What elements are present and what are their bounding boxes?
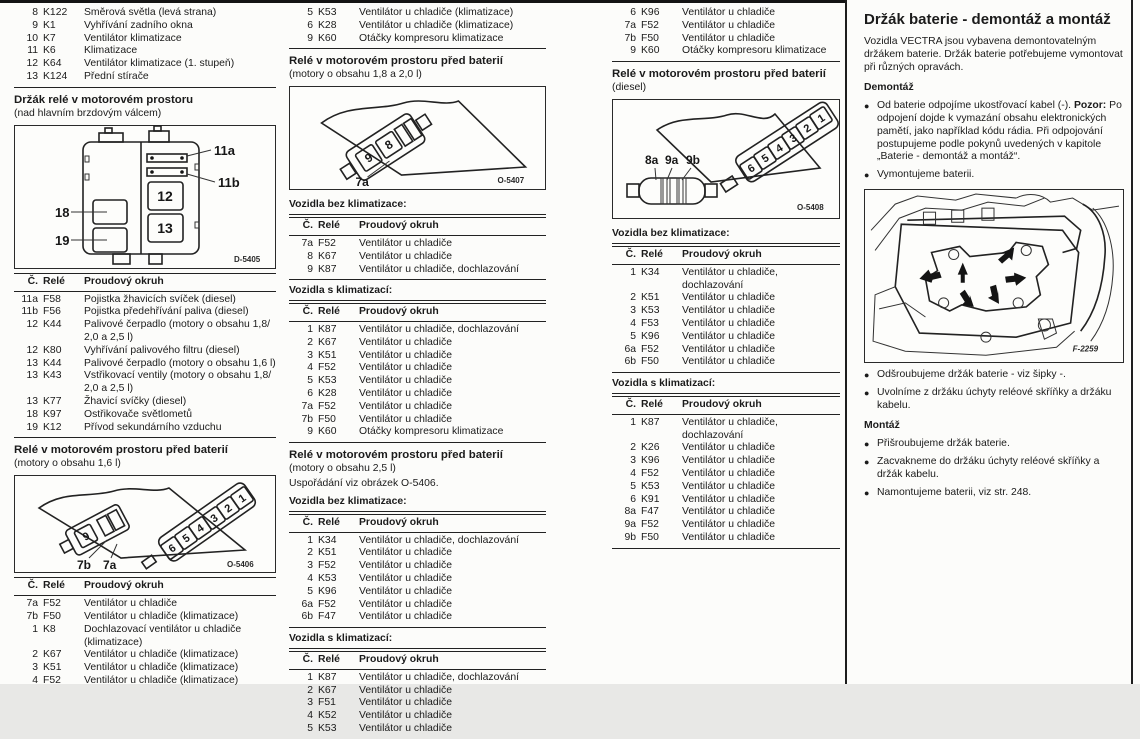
table-row: 9 K87 Ventilátor u chladiče, dochlazování	[307, 263, 520, 275]
table-row: 1 K34 Ventilátor u chladiče, dochlazování	[307, 534, 520, 546]
table-row: 2 K67 Ventilátor u chladiče	[307, 336, 452, 348]
table-row: 7b F50 Ventilátor u chladiče (klimatizace)	[26, 610, 239, 622]
section-heading: Relé v motorovém prostoru před baterií (diesel)	[612, 68, 826, 94]
variant-label: Vozidla bez klimatizace:	[612, 223, 840, 244]
bullet-text: Uvolníme z držáku úchyty reléové skříňky a držáku kabelu.	[877, 386, 1112, 411]
bullet-item	[864, 100, 1124, 164]
removal-heading: Demontáž	[864, 82, 914, 94]
table-25-no-ac	[289, 533, 546, 629]
table-row: 6a F52 Ventilátor u chladiče	[301, 598, 452, 610]
table-row: 7b F50 Ventilátor u chladiče	[624, 32, 775, 44]
relay-strip-diagram-1820	[289, 86, 546, 190]
article-title: Držák baterie - demontáž a montáž	[864, 11, 1111, 28]
table-row: 18 K97 Ostřikovače světlometů	[26, 408, 192, 420]
bullet-marker: ●	[864, 369, 870, 380]
bullet-marker: ●	[864, 387, 870, 398]
table-row: 2 K51 Ventilátor u chladiče	[307, 547, 452, 559]
bullet-item	[864, 438, 1124, 451]
layout-reference-note: Uspořádání viz obrázek O-5406.	[289, 478, 439, 490]
relay-table-16l	[14, 596, 276, 691]
svg-text:2: 2	[801, 122, 814, 136]
variant-label: Vozidla bez klimatizace:	[289, 194, 546, 215]
bullet-item	[864, 369, 1124, 382]
table-row: 6b F50 Ventilátor u chladiče	[624, 356, 775, 368]
section-heading: Relé v motorovém prostoru před baterií (motory o obsahu 1,6 l)	[14, 444, 228, 470]
table-row: 9b F50 Ventilátor u chladiče	[624, 531, 775, 543]
diagram-code: O-5408	[797, 203, 824, 213]
diagram-label-11b: 11b	[218, 174, 240, 190]
table-row: 6a F52 Ventilátor u chladiče	[624, 343, 775, 355]
table-row: 7a F52 Ventilátor u chladiče	[301, 237, 452, 249]
column-1	[14, 7, 276, 691]
table-row: 3 K53 Ventilátor u chladiče	[630, 305, 775, 317]
svg-text:3: 3	[787, 132, 800, 146]
diagram-label-13: 13	[157, 219, 173, 236]
column-divider-rule	[845, 0, 847, 684]
svg-text:5: 5	[180, 532, 193, 546]
table-row: 7a F52 Ventilátor u chladiče	[26, 598, 177, 610]
table-header: Č. Relé Proudový okruh	[289, 217, 546, 236]
diagram-label-11a: 11a	[214, 142, 235, 158]
table-row: 6 K28 Ventilátor u chladiče (klimatizace)	[307, 19, 514, 31]
battery-tray-illustration	[864, 189, 1124, 363]
bullet-text: Namontujeme baterii, viz str. 248.	[877, 486, 1032, 498]
table-diesel-ac	[612, 415, 840, 549]
variant-label: Vozidla bez klimatizace:	[289, 491, 546, 512]
column-2	[289, 7, 546, 739]
page-top-rule	[0, 0, 846, 3]
table-header: Č. Relé Proudový okruh	[289, 303, 546, 322]
svg-text:9: 9	[80, 530, 92, 544]
table-row: 7a F52 Ventilátor u chladiče	[301, 400, 452, 412]
table-row: 11b F56 Pojistka předehřívání paliva (diesel)	[21, 306, 249, 318]
table-row: 5 K53 Ventilátor u chladiče	[307, 722, 452, 734]
table-row: 9 K60 Otáčky kompresoru klimatizace	[630, 45, 827, 57]
table-25-ac	[289, 670, 546, 739]
table-row: 9 K60 Otáčky kompresoru klimatizace	[307, 426, 504, 438]
column-3	[612, 7, 840, 549]
bullet-marker: ●	[864, 170, 870, 181]
diagram-code: O-5406	[227, 560, 254, 570]
variant-label: Vozidla s klimatizací:	[612, 373, 840, 394]
svg-text:6: 6	[745, 162, 758, 176]
diagram-label-18: 18	[55, 204, 70, 220]
table-row: 5 K53 Ventilátor u chladiče (klimatizace)	[307, 7, 514, 18]
table-row: 1 K87 Ventilátor u chladiče, dochlazování	[307, 671, 520, 683]
table-1820-no-ac	[289, 236, 546, 280]
table-row: 4 F53 Ventilátor u chladiče	[630, 317, 775, 329]
table-row: 8 K67 Ventilátor u chladiče	[307, 250, 452, 262]
bullet-text: Od baterie odpojíme ukostřovací kabel (-). Pozor: Po odpojení dojde k vymazání obsahu elektronických pamětí, jako například kódu rádia. Při odpojování postupujeme podle pokynů uvedených v kapitole „Baterie - demontáž a montáž“.	[877, 100, 1122, 163]
bullet-text: Vymontujeme baterii.	[877, 169, 975, 181]
table-row: 1 K87 Ventilátor u chladiče, dochlazování	[307, 323, 520, 335]
table-header: Č. Relé Proudový okruh	[612, 396, 840, 415]
table-row: 6 K96 Ventilátor u chladiče	[630, 7, 775, 18]
bullet-marker: ●	[864, 487, 870, 498]
figure-code: F-2259	[1072, 344, 1099, 354]
table-row: 19 K12 Přívod sekundárního vzduchu	[26, 421, 222, 433]
table-row: 6 K91 Ventilátor u chladiče	[630, 493, 775, 505]
diagram-label-7b: 7b	[77, 558, 92, 573]
column-4	[864, 7, 1124, 504]
section-heading: Držák relé v motorovém prostoru (nad hlavním brzdovým válcem)	[14, 93, 194, 119]
table-row: 8a F47 Ventilátor u chladiče	[624, 506, 775, 518]
relay-list-row: 11 K6 Klimatizace	[27, 45, 138, 57]
table-row: 13 K43 Vstřikovací ventily (motory o obsahu 1,8/ 2,0 a 2,5 l)	[26, 370, 272, 395]
variant-label: Vozidla s klimatizací:	[289, 280, 546, 301]
table-header: Č. Relé Proudový okruh	[14, 577, 276, 596]
diagram-label-7a: 7a	[103, 558, 117, 573]
diagram-code: D-5405	[234, 254, 261, 264]
svg-text:6: 6	[166, 542, 179, 556]
table-row: 6 K28 Ventilátor u chladiče	[307, 387, 452, 399]
table-25-ac-continued	[612, 7, 840, 62]
diagram-label-8a: 8a	[645, 153, 659, 168]
svg-text:9: 9	[362, 150, 376, 166]
bullet-text: Zacvakneme do držáku úchyty reléové skříňky a držák kabelu.	[877, 455, 1100, 480]
section-heading: Relé v motorovém prostoru před baterií (motory o obsahu 1,8 a 2,0 l)	[289, 55, 503, 81]
diagram-label-9a: 9a	[665, 153, 679, 168]
svg-text:8: 8	[382, 137, 396, 153]
table-row: 1 K87 Ventilátor u chladiče, dochlazování	[630, 416, 778, 441]
relay-holder-table	[14, 292, 276, 439]
table-1820-ac	[289, 322, 546, 443]
diagram-label-9b: 9b	[686, 153, 701, 168]
table-row: 13 K77 Žhavicí svíčky (diesel)	[26, 395, 187, 407]
table-row: 11a F58 Pojistka žhavicích svíček (diesel)	[21, 293, 236, 305]
table-diesel-no-ac	[612, 265, 840, 373]
table-row: 7b F50 Ventilátor u chladiče	[301, 413, 452, 425]
table-row: 12 K80 Vyhřívání palivového filtru (diesel)	[26, 344, 240, 356]
relay-list-continued	[14, 7, 276, 88]
table-header: Č. Relé Proudový okruh	[289, 514, 546, 533]
relay-list-row: 12 K64 Ventilátor klimatizace (1. stupeň)	[26, 58, 235, 70]
table-row: 9 K60 Otáčky kompresoru klimatizace	[307, 32, 504, 44]
table-row: 4 K52 Ventilátor u chladiče	[307, 710, 452, 722]
variant-label: Vozidla s klimatizací:	[289, 628, 546, 649]
table-row: 5 K96 Ventilátor u chladiče	[307, 585, 452, 597]
table-row: 2 K67 Ventilátor u chladiče	[307, 684, 452, 696]
bullet-text: Odšroubujeme držák baterie - viz šipky -.	[877, 368, 1066, 380]
table-row: 12 K44 Palivové čerpadlo (motory o obsahu 1,8/ 2,0 a 2,5 l)	[26, 319, 270, 343]
relay-list-row: 8 K122 Směrová světla (levá strana)	[32, 7, 217, 18]
table-row: 2 K26 Ventilátor u chladiče	[630, 442, 775, 454]
svg-text:4: 4	[194, 522, 207, 536]
svg-text:5: 5	[759, 152, 772, 166]
table-row: 7a F52 Ventilátor u chladiče	[624, 19, 775, 31]
table-row: 1 K34 Ventilátor u chladiče, dochlazování	[630, 266, 778, 291]
intro-paragraph: Vozidla VECTRA jsou vybavena demontovatelným držákem baterie. Držák baterie potřebujeme vymontovat při různých opravách.	[864, 36, 1123, 73]
table-row: 2 K67 Ventilátor u chladiče (klimatizace)	[32, 649, 239, 661]
table-row: 9a F52 Ventilátor u chladiče	[624, 519, 775, 531]
bullet-item	[864, 456, 1124, 482]
relay-strip-diagram-16l	[14, 475, 276, 573]
svg-text:3: 3	[208, 512, 221, 526]
page-right-rule	[1131, 0, 1133, 684]
diagram-code: O-5407	[497, 176, 525, 186]
svg-text:1: 1	[236, 492, 249, 506]
bullet-marker: ●	[864, 101, 870, 112]
diagram-label-12: 12	[157, 187, 173, 204]
bullet-marker: ●	[864, 439, 870, 450]
diagram-label-7a: 7a	[355, 175, 369, 190]
relay-table-16l-continued	[289, 7, 546, 49]
section-heading: Relé v motorovém prostoru před baterií (motory o obsahu 2,5 l)	[289, 449, 503, 475]
table-row: 4 F52 Ventilátor u chladiče	[630, 467, 775, 479]
table-row: 13 K44 Palivové čerpadlo (motory o obsahu 1,6 l)	[26, 357, 276, 369]
relay-strip-diagram-diesel	[612, 99, 840, 219]
table-row: 3 K51 Ventilátor u chladiče (klimatizace)	[32, 662, 239, 674]
bullet-text: Přišroubujeme držák baterie.	[877, 438, 1010, 450]
svg-text:4: 4	[773, 142, 786, 156]
table-header: Č. Relé Proudový okruh	[612, 246, 840, 265]
svg-text:2: 2	[222, 502, 235, 516]
table-header: Č. Relé Proudový okruh	[289, 651, 546, 670]
bullet-marker: ●	[864, 456, 870, 467]
table-row: 4 F52 Ventilátor u chladiče	[307, 362, 452, 374]
table-row: 1 K8 Dochlazovací ventilátor u chladiče (klimatizace)	[32, 623, 242, 648]
table-row: 2 K51 Ventilátor u chladiče	[630, 292, 775, 304]
table-row: 3 F52 Ventilátor u chladiče	[307, 560, 452, 572]
table-row: 3 F51 Ventilátor u chladiče	[307, 697, 452, 709]
relay-list-row: 10 K7 Ventilátor klimatizace	[26, 32, 182, 44]
table-row: 6b F47 Ventilátor u chladiče	[301, 611, 452, 623]
installation-heading: Montáž	[864, 420, 900, 432]
bullet-item	[864, 487, 1124, 500]
diagram-label-19: 19	[55, 232, 70, 248]
table-row: 5 K96 Ventilátor u chladiče	[630, 330, 775, 342]
table-row: 5 K53 Ventilátor u chladiče	[307, 375, 452, 387]
svg-text:1: 1	[815, 112, 828, 126]
table-row: 4 K53 Ventilátor u chladiče	[307, 572, 452, 584]
relay-holder-diagram	[14, 125, 276, 269]
table-row: 5 K53 Ventilátor u chladiče	[630, 480, 775, 492]
table-row: 3 K96 Ventilátor u chladiče	[630, 455, 775, 467]
relay-list-row: 13 K124 Přední stírače	[26, 70, 149, 82]
table-header: Č. Relé Proudový okruh	[14, 273, 276, 292]
bullet-item	[864, 387, 1124, 413]
relay-list-row: 9 K1 Vyhřívání zadního okna	[32, 19, 193, 31]
bullet-item	[864, 169, 1124, 182]
table-row: 4 F52 Ventilátor u chladiče (klimatizace)	[32, 674, 239, 686]
table-row: 3 K51 Ventilátor u chladiče	[307, 349, 452, 361]
